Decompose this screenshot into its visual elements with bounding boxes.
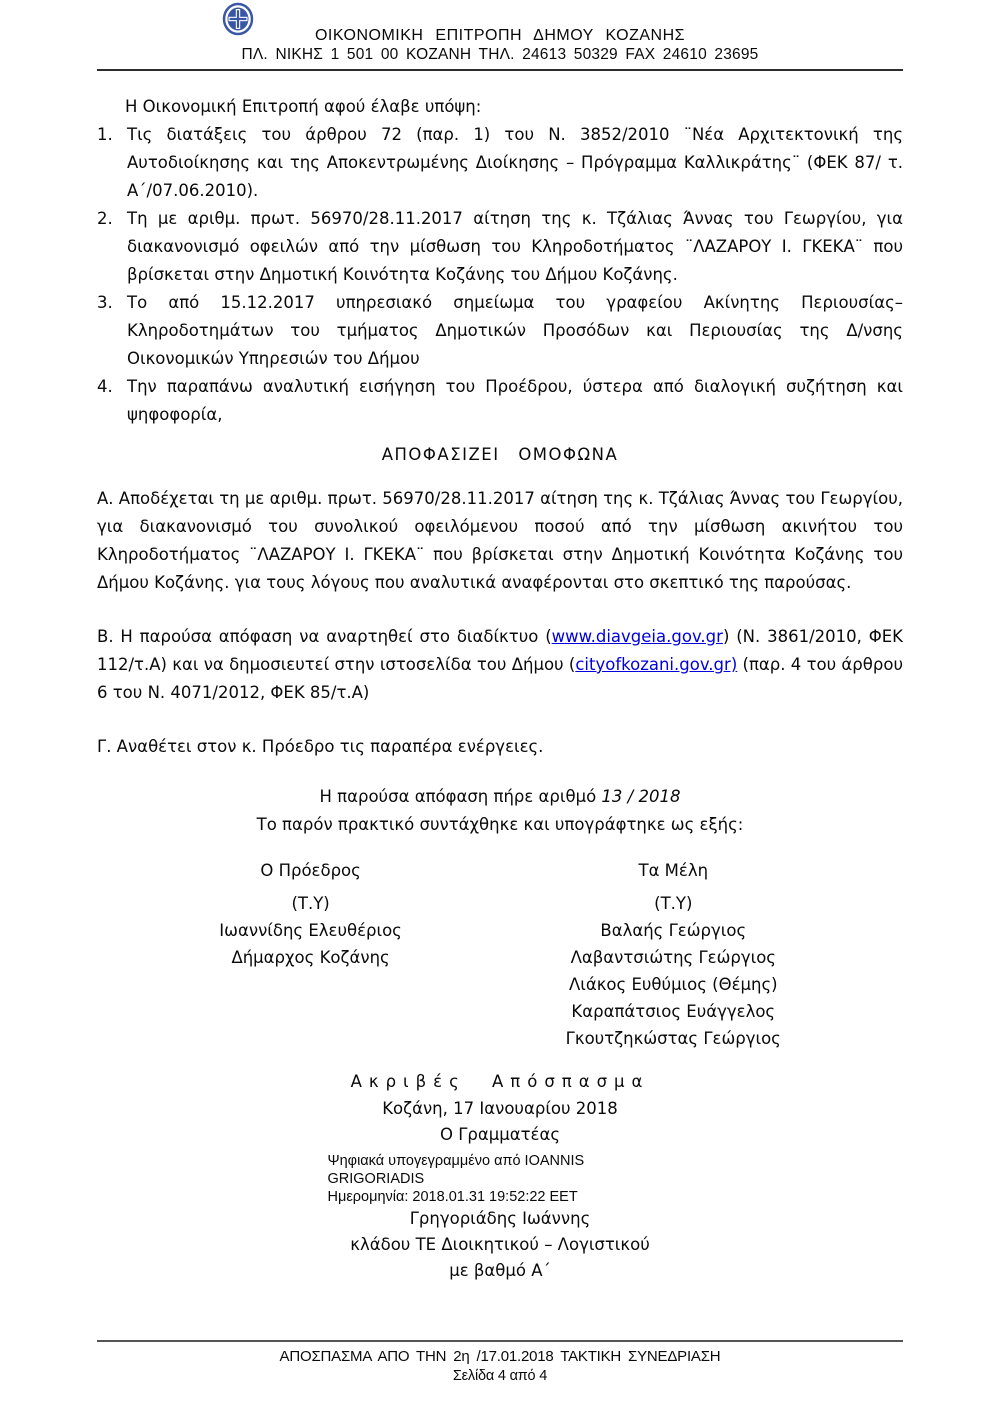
decision-number-prefix: Η παρούσα απόφαση πήρε αριθμό [319,787,602,806]
list-item-text: Το από 15.12.2017 υπηρεσιακό σημείωμα του γραφείου Ακίνητης Περιουσίας– Κληροδοτημάτων του τμήματος Δημοτικών Προσόδων και Περιουσίας της Δ/νσης Οικονομικών Υπηρεσιών του Δήμου [127,293,903,368]
paragraph-b-text: (παρ. 4 του άρθρου 6 του Ν. 4071/2012, ΦΕΚ 85/τ.Α) [97,655,903,702]
diavgeia-link[interactable]: www.diavgeia.gov.gr [551,627,723,646]
paragraph-b [97,623,903,707]
place-date-line: Κοζάνη, 17 Ιανουαρίου 2018 [382,1099,618,1118]
members-ty: (Τ.Υ) [654,894,693,913]
members-title: Τα Μέλη [638,861,709,880]
list-item-text: Την παραπάνω αναλυτική εισήγηση του Προέδρου, ύστερα από διαλογική συζήτηση και ψηφοφορία, [127,377,903,424]
members-column [524,857,822,1052]
secretary-branch: κλάδου ΤΕ Διοικητικού – Λογιστικού [350,1235,650,1254]
closing-section [97,1068,903,1284]
digital-signature-line: GRIGORIADIS [327,1171,425,1187]
list-item [97,289,903,373]
member-name: Λιάκος Ευθύμιος (Θέμης) [568,975,778,994]
digital-signature-line: Ημερομηνία: 2018.01.31 19:52:22 EET [327,1189,578,1205]
paragraph-b-text: Β. Η παρούσα απόφαση να αναρτηθεί στο διαδίκτυο ( [97,627,552,646]
list-item [97,205,903,289]
footer-page-line: Σελίδα 4 από 4 [452,1368,548,1384]
header-org-line: ΟΙΚΟΝΟΜΙΚΗ ΕΠΙΤΡΟΠΗ ΔΗΜΟΥ ΚΟΖΑΝΗΣ [314,27,686,44]
signatures-section [97,857,903,1052]
decision-number-line [97,783,903,811]
document-body [97,93,903,1284]
secretary-name: Γρηγοριάδης Ιωάννης [409,1209,591,1228]
list-item-number: 2. [97,209,113,228]
president-name: Ιωαννίδης Ελευθέριος [219,921,402,940]
cityofkozani-link[interactable]: cityofkozani.gov.gr) [575,655,738,674]
list-item [97,373,903,429]
list-item [97,121,903,205]
protocol-line: Το παρόν πρακτικό συντάχθηκε και υπογράφτηκε ως εξής: [256,815,744,834]
member-name: Γκουτζηκώστας Γεώργιος [565,1029,781,1048]
decision-number-value: 13 / 2018 [601,787,681,806]
document-footer [97,1340,903,1386]
paragraph-c: Γ. Αναθέτει στον κ. Πρόεδρο τις παραπέρα ενέργειες. [97,737,544,756]
document-header [97,0,903,71]
president-ty: (Τ.Υ) [291,894,330,913]
president-role: Δήμαρχος Κοζάνης [231,948,390,967]
secretary-grade: με βαθμό Α΄ [449,1261,551,1280]
member-name: Βαλαής Γεώργιος [600,921,747,940]
paragraph-a: Α. Αποδέχεται τη με αριθμ. πρωτ. 56970/28.11.2017 αίτηση της κ. Τζάλιας Άννας του Γεωργίου, για διακανονισμό του συνολικού οφειλόμενου ποσού από την μίσθωση ακινήτου του Κληροδοτήματος ¨ΛΑΖΑΡΟΥ Ι. ΓΚΕΚΑ¨ που βρίσκεται στην Δημοτική Κοινότητα Κοζάνης του Δήμου Κοζάνης. για τους λόγους που αναλυτικά αναφέρονται στο σκεπτικό της παρούσας. [97,489,903,592]
paragraph-b-text: ) (Ν. 3861/2010, ΦΕΚ 112/τ.Α) και να δημοσιευτεί στην ιστοσελίδα του Δήμου ( [97,627,903,674]
list-item-number: 3. [97,293,113,312]
secretary-title: Ο Γραμματέας [439,1125,561,1144]
decision-heading: ΑΠΟΦΑΣΙΖΕΙ ΟΜΟΦΩΝΑ [381,445,619,464]
member-name: Καραπάτσιος Ευάγγελος [571,1002,776,1021]
exact-copy-heading: Ακριβές Απόσπασμα [350,1072,650,1091]
footer-session-line: ΑΠΟΣΠΑΣΜΑ ΑΠΟ ΤΗΝ 2η /17.01.2018 ΤΑΚΤΙΚΗ ΣΥΝΕΔΡΙΑΣΗ [279,1348,721,1365]
considerations-list [97,121,903,429]
president-column [97,857,524,1052]
list-item-text: Τις διατάξεις του άρθρου 72 (παρ. 1) του Ν. 3852/2010 ¨Νέα Αρχιτεκτονική της Αυτοδιοίκησης και της Αποκεντρωμένης Διοίκησης – Πρόγραμμα Καλλικράτης¨ (ΦΕΚ 87/ τ. Α΄/07.06.2010). [127,125,903,200]
header-address-line: ΠΛ. ΝΙΚΗΣ 1 501 00 ΚΟΖΑΝΗ ΤΗΛ. 24613 50329 FAX 24610 23695 [241,46,759,63]
list-item-number: 4. [97,377,113,396]
intro-paragraph: Η Οικονομική Επιτροπή αφού έλαβε υπόψη: [125,97,482,116]
digital-signature-line: Ψηφιακά υπογεγραμμένο από IOANNIS [327,1153,585,1169]
list-item-number: 1. [97,125,113,144]
list-item-text: Τη με αριθμ. πρωτ. 56970/28.11.2017 αίτηση της κ. Τζάλιας Άννας του Γεωργίου, για διακανονισμό οφειλών από την μίσθωση του Κληροδοτήματος ¨ΛΑΖΑΡΟΥ Ι. ΓΚΕΚΑ¨ που βρίσκεται στην Δημοτική Κοινότητα Κοζάνης του Δήμου Κοζάνης. [127,209,903,284]
digital-signature-block [328,1152,673,1206]
member-name: Λαβαντσιώτης Γεώργιος [570,948,776,967]
president-title: Ο Πρόεδρος [260,861,361,880]
municipality-emblem-icon [222,2,254,36]
